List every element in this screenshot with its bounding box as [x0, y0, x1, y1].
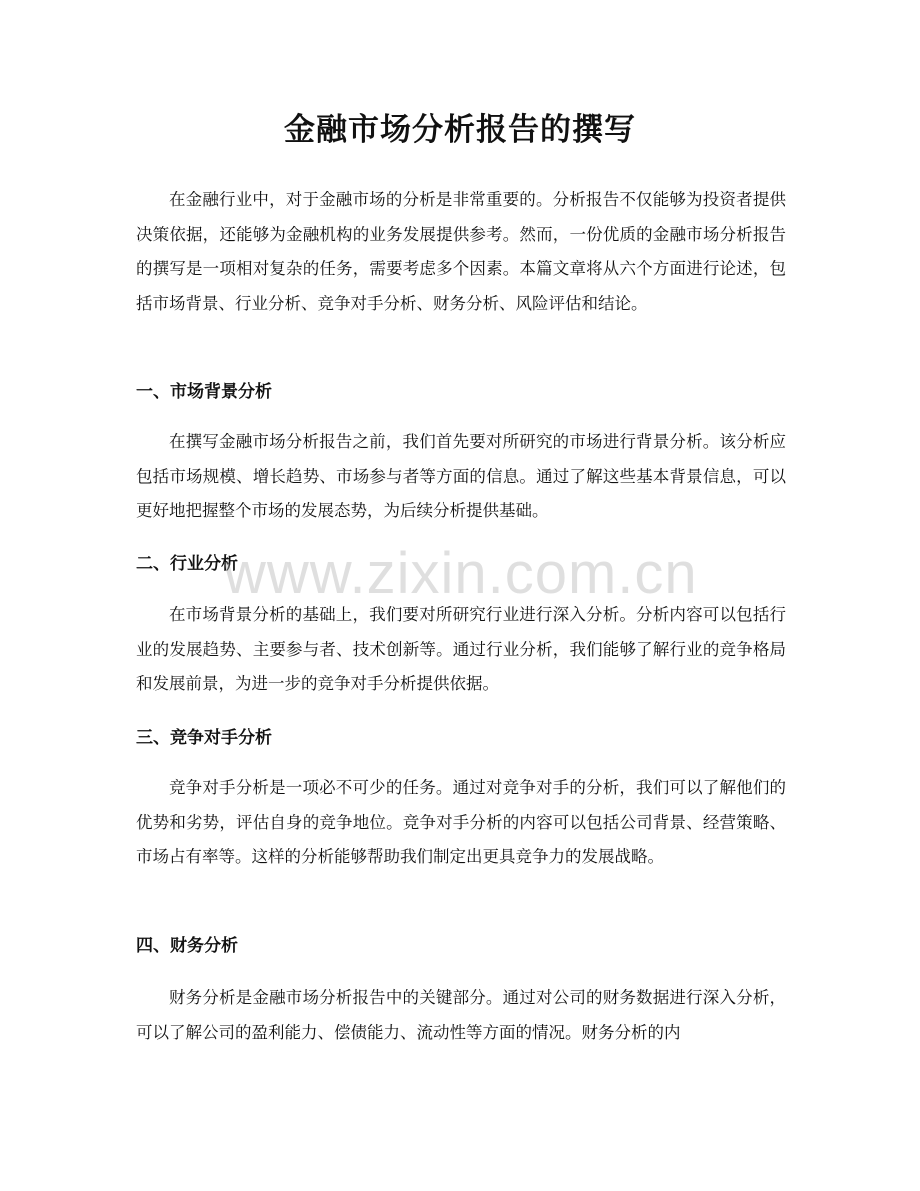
document-title: 金融市场分析报告的撰写: [284, 112, 636, 148]
section-body-1: 在撰写金融市场分析报告之前，我们首先要对所研究的市场进行背景分析。该分析应包括市场规模、增长趋势、市场参与者等方面的信息。通过了解这些基本背景信息，可以更好地把握整个市场的发展态势，为后续分析提供基础。: [136, 432, 786, 520]
section-heading-2: 二、行业分析: [136, 554, 238, 574]
section-heading-3: 三、竞争对手分析: [136, 728, 272, 748]
section-heading-1: 一、市场背景分析: [136, 382, 272, 402]
intro-paragraph: 在金融行业中，对于金融市场的分析是非常重要的。分析报告不仅能够为投资者提供决策依据，还能够为金融机构的业务发展提供参考。然而，一份优质的金融市场分析报告的撰写是一项相对复杂的任务，需要考虑多个因素。本篇文章将从六个方面进行论述，包括市场背景、行业分析、竞争对手分析、财务分析、风险评估和结论。: [136, 190, 786, 313]
section-body-3: 竞争对手分析是一项必不可少的任务。通过对竞争对手的分析，我们可以了解他们的优势和劣势，评估自身的竞争地位。竞争对手分析的内容可以包括公司背景、经营策略、市场占有率等。这样的分析能够帮助我们制定出更具竞争力的发展战略。: [136, 778, 786, 866]
section-heading-4: 四、财务分析: [136, 936, 238, 956]
watermark: www.zixin.com.cn: [224, 541, 698, 606]
section-body-4: 财务分析是金融市场分析报告中的关键部分。通过对公司的财务数据进行深入分析，可以了解公司的盈利能力、偿债能力、流动性等方面的情况。财务分析的内: [136, 988, 786, 1042]
section-body-2: 在市场背景分析的基础上，我们要对所研究行业进行深入分析。分析内容可以包括行业的发展趋势、主要参与者、技术创新等。通过行业分析，我们能够了解行业的竞争格局和发展前景，为进一步的竞争对手分析提供依据。: [136, 605, 786, 693]
